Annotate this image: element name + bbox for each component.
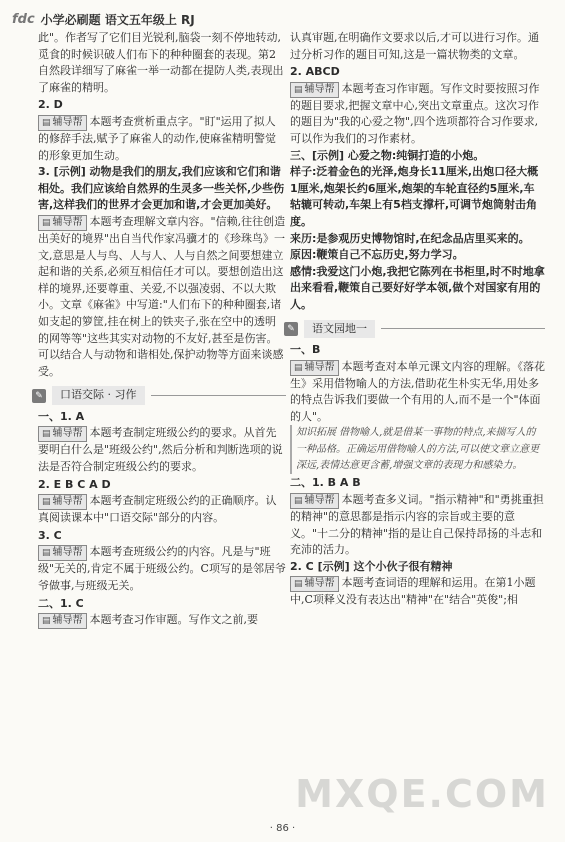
explanation-text: 本题考查习作审题。写作文时要按照习作的题目要求,把握文章中心,突出文章重点。这次习作的题目为"我的心爱之物",四个选项都符合习作要求,可以作为我们的习作素材。: [290, 81, 540, 145]
explanation: [290, 492, 545, 559]
watermark: MXQE.COM: [295, 772, 549, 816]
explanation-text: 本题考查对本单元课文内容的理解。《落花生》采用借物喻人的方法,借助花生朴实无华,用处多的特点告诉我们要做一个有用的人,而不是一个"体面的人"。: [290, 359, 546, 423]
tutor-tag: ▤ 辅导帮: [38, 545, 87, 561]
answer-label: 3. C: [38, 528, 62, 542]
sample-answer: 三、[示例] 心爱之物:纯铜打造的小炮。: [290, 148, 485, 162]
tutor-tag: ▤ 辅导帮: [38, 494, 87, 510]
sample-answer: 3. [示例] 动物是我们的朋友,我们应该和它们和谐相处。我们应该给自然界的生灵多一些关怀,少些伤害,这样我们的世界才会更加和谐,才会更加美好。: [38, 165, 285, 212]
answer-label: 二、1. B A B: [290, 476, 361, 490]
answer-label: 一、B: [290, 343, 321, 357]
tutor-tag: ▤ 辅导帮: [290, 576, 339, 592]
explanation-text: 本题考查词语的理解和运用。在第1小题中,C项释义没有表达出"精神"在"结合"英俊";相: [290, 576, 536, 607]
explanation: [38, 493, 286, 527]
explanation-text: 本题考查制定班级公约的正确顺序。认真阅读课本中"口语交际"部分的内容。: [38, 494, 277, 525]
tutor-tag: ▤ 辅导帮: [38, 426, 87, 442]
knowledge-note: 知识拓展 借物喻人,就是借某一事物的特点,来揣写人的一种品格。正确运用借物喻人的方法,可以使文章立意更深远,表情达意更含蓄,增强文章的表现力和感染力。: [290, 425, 545, 474]
explanation-text: 本题考查习作审题。写作文之前,要: [89, 613, 259, 627]
explanation-text: 本题考查多义词。"指示精神"和"勇挑重担的精神"的意思都是指示内容的宗旨或主要的意义。"十二分的精神"指的是让自己保持昂扬的斗志和充沛的活力。: [290, 492, 544, 557]
explanation: [290, 575, 545, 609]
sample-answer: 2. C [示例] 这个小伙子很有精神: [290, 559, 453, 573]
left-column: [35, 30, 286, 629]
answer-label: 一、1. A: [38, 409, 85, 423]
tutor-tag: ▤ 辅导帮: [290, 82, 339, 98]
book-title: 小学必刷题 语文五年级上 RJ: [40, 12, 195, 27]
sample-answer: 原因:鞭策自己不忘历史,努力学习。: [290, 248, 464, 262]
answer-label: 二、1. C: [38, 596, 84, 610]
answer-label: 2. ABCD: [290, 65, 340, 79]
section-heading: [32, 386, 286, 405]
sample-answer: 样子:泛着金色的光泽,炮身长11厘米,出炮口径大概1厘米,炮架长约6厘米,炮架的车轮直径约5厘米,车轱辘可转动,车架上有5档支撑杆,可调节炮筒射击角度。: [290, 165, 539, 228]
page-number: · 86 ·: [269, 823, 296, 834]
divider: [151, 395, 287, 396]
explanation-text: 本题考查赏析重点字。"盯"运用了拟人的修辞手法,赋予了麻雀人的动作,使麻雀精明警觉的形象更加生动。: [38, 114, 276, 162]
sample-answer: 感情:我爱这门小炮,我把它陈列在书柜里,时不时地拿出来看看,鞭策自己要好好学本领,做个对国家有用的人。: [290, 264, 545, 311]
right-column: [287, 30, 546, 609]
explanation: [38, 425, 286, 475]
explanation-text: 本题考查制定班级公约的要求。从首先要明白什么是"班级公约",然后分析和判断选项的说法是否符合制定班级公约的要求。: [38, 426, 283, 474]
explanation: [38, 544, 286, 594]
explanation: [38, 114, 286, 164]
explanation-text: 本题考查班级公约的内容。凡是与"班级"无关的,肯定不属于班级公约。C项写的是邻居爷爷做事,与班级无关。: [38, 545, 286, 593]
answer-label: 2. D: [38, 98, 63, 112]
section-title: 口语交际 · 习作: [52, 386, 145, 405]
tutor-tag: ▤ 辅导帮: [38, 115, 87, 131]
paragraph: 此"。作者写了它们目光锐利,脑袋一刻不停地转动,觅食的时候识破人们布下的种种圈套的表现。第2自然段详细写了麻雀一举一动都在提防人类,表现出了麻雀的精明。: [38, 31, 284, 94]
section-title: 语文园地一: [304, 320, 375, 339]
explanation: [290, 81, 545, 148]
explanation: [38, 612, 286, 629]
sample-answer: 来历:是参观历史博物馆时,在纪念品店里买来的。: [290, 231, 530, 245]
tutor-tag: ▤ 辅导帮: [290, 493, 339, 509]
tutor-tag: ▤ 辅导帮: [38, 215, 87, 231]
answer-label: 2. E B C A D: [38, 477, 111, 491]
explanation: [38, 214, 286, 380]
tutor-tag: ▤ 辅导帮: [38, 613, 87, 629]
section-heading: [284, 320, 545, 339]
paragraph: 认真审题,在明确作文要求以后,才可以进行习作。通过分析习作的题目可知,这是一篇状物类的文章。: [290, 31, 539, 61]
explanation-text: 本题考查理解文章内容。"信赖,往往创造出美好的境界"出自当代作家冯骥才的《珍珠鸟》一文,意思是人与鸟、人与人、人与自然之间要想建立起和谐的关系,必须互相信任才可以。要想创造出这样的境界,还要尊重、关爱,不以强凌弱、不以大欺小。文章《麻雀》中写道:"人们布下的种种圈套,诸如支起的箩筐,挂在树上的铁夹子,张在空中的透明的网等等"这些其实对动物的不友好,甚至是伤害。可以结合人与动物和谐相处,保护动物等方面来谈感受。: [38, 214, 286, 378]
pencil-icon: ✎: [284, 322, 298, 336]
tutor-tag: ▤ 辅导帮: [290, 360, 339, 376]
brand-logo: fdc: [12, 11, 35, 27]
pencil-icon: ✎: [32, 389, 46, 403]
page-header: [12, 8, 195, 30]
divider: [381, 328, 545, 329]
explanation: [290, 359, 545, 426]
